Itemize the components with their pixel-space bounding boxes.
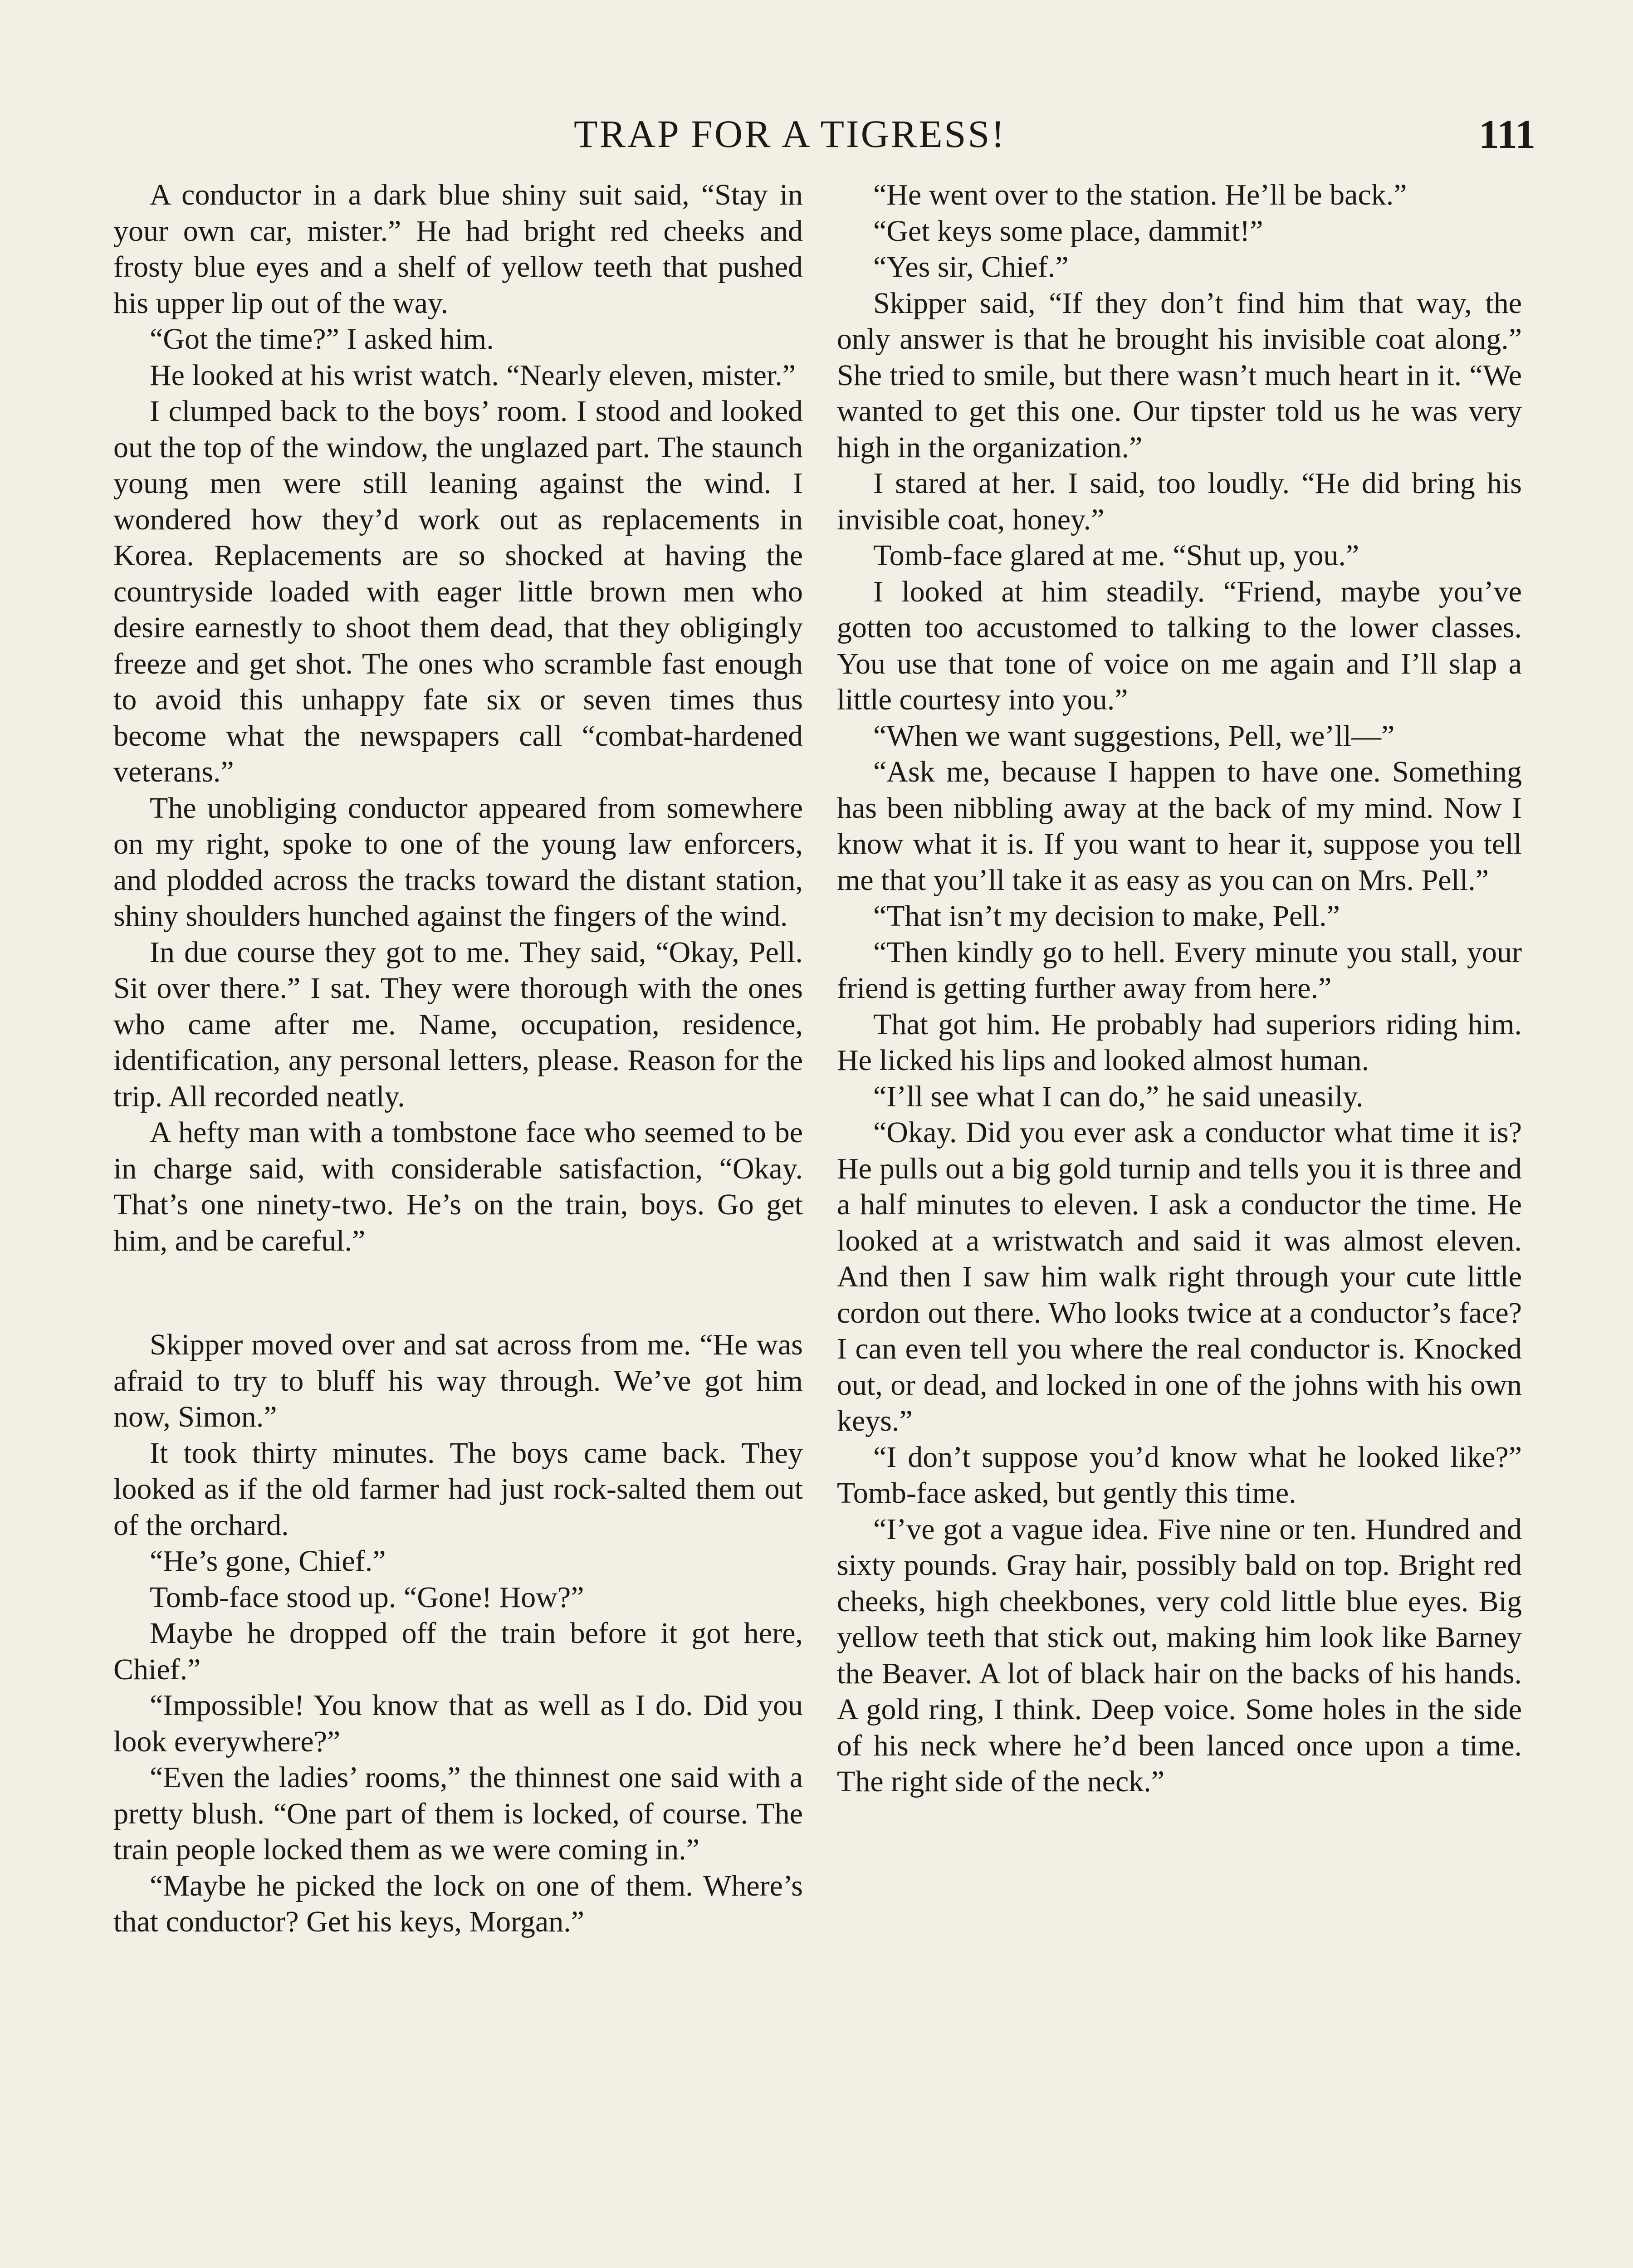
paragraph: I stared at her. I said, too loudly. “He did bring his invisible coat, honey.” <box>837 467 1522 536</box>
left-text-column <box>113 177 803 1940</box>
paragraph: “Okay. Did you ever ask a conductor what time it is? He pulls out a big gold turnip and tells you it is three and a half minutes to eleven. I ask a conductor the time. He looked at a wristwatch and said it was almost eleven. And then I saw him walk right through your cute little cordon out there. Who looks twice at a conductor’s face? I can even tell you where the real conductor is. Knocked out, or dead, and locked in one of the johns with his own keys.” <box>837 1116 1522 1437</box>
paragraph: “Maybe he picked the lock on one of them. Where’s that conductor? Get his keys, Morgan.” <box>113 1869 803 1938</box>
story-title: TRAP FOR A TIGRESS! <box>574 112 1006 156</box>
paragraph: “I’ve got a vague idea. Five nine or ten. Hundred and sixty pounds. Gray hair, possibly bald on top. Bright red cheeks, high cheekbones, very cold little blue eyes. Big yellow teeth that stick out, making him look like Barney the Beaver. A lot of black hair on the backs of his hands. A gold ring, I think. Deep voice. Some holes in the side of his neck where he’d been lanced once upon a time. The right side of the neck.” <box>837 1512 1522 1798</box>
paragraph: “He’s gone, Chief.” <box>150 1545 386 1578</box>
paragraph: “Get keys some place, dammit!” <box>873 214 1263 248</box>
paragraph: “I’ll see what I can do,” he said uneasily. <box>873 1080 1364 1113</box>
paragraph: “Then kindly go to hell. Every minute you stall, your friend is getting further away from here.” <box>837 935 1522 1005</box>
paragraph: “Got the time?” I asked him. <box>150 323 494 356</box>
paragraph: Skipper said, “If they don’t find him that way, the only answer is that he brought his invisible coat along.” She tried to smile, but there wasn’t much heart in it. “We wanted to get this one. Our tipster told us he was very high in the organization.” <box>837 286 1522 464</box>
paragraph: “That isn’t my decision to make, Pell.” <box>873 899 1340 933</box>
paragraph: I looked at him steadily. “Friend, maybe you’ve gotten too accustomed to talking to the lower classes. You use that tone of voice on me again and I’ll slap a little courtesy into you.” <box>837 575 1522 716</box>
paragraph: “Ask me, because I happen to have one. Something has been nibbling away at the back of my mind. Now I know what it is. If you want to hear it, suppose you tell me that you’ll take it as easy as you can on Mrs. Pell.” <box>837 755 1522 897</box>
page-number: 111 <box>1478 112 1535 157</box>
paragraph: It took thirty minutes. The boys came back. They looked as if the old farmer had just rock-salted them out of the orchard. <box>113 1436 803 1542</box>
paragraph: The unobliging conductor appeared from somewhere on my right, spoke to one of the young law enforcers, and plodded across the tracks toward the distant station, shiny shoulders hunched against the fingers of the wind. <box>113 791 803 933</box>
paragraph: He looked at his wrist watch. “Nearly eleven, mister.” <box>150 358 796 392</box>
paragraph: A hefty man with a tombstone face who seemed to be in charge said, with considerable satisfaction, “Okay. That’s one ninety-two. He’s on the train, boys. Go get him, and be careful.” <box>113 1116 803 1257</box>
paragraph: That got him. He probably had superiors riding him. He licked his lips and looked almost human. <box>837 1007 1522 1077</box>
paragraph: A conductor in a dark blue shiny suit said, “Stay in your own car, mister.” He had bright red cheeks and frosty blue eyes and a shelf of yellow teeth that pushed his upper lip out of the way. <box>113 178 803 320</box>
paragraph: “Even the ladies’ rooms,” the thinnest one said with a pretty blush. “One part of them is locked, of course. The train people locked them as we were coming in.” <box>113 1761 803 1866</box>
running-header <box>109 111 1535 161</box>
paragraph: “Impossible! You know that as well as I do. Did you look everywhere?” <box>113 1689 803 1758</box>
paragraph: Tomb-face stood up. “Gone! How?” <box>150 1580 584 1614</box>
paragraph: “I don’t suppose you’d know what he looked like?” Tomb-face asked, but gently this time. <box>837 1440 1522 1510</box>
paragraph: “He went over to the station. He’ll be back.” <box>873 178 1407 211</box>
paragraph: “Yes sir, Chief.” <box>873 250 1069 284</box>
paragraph: “When we want suggestions, Pell, we’ll—” <box>873 719 1395 753</box>
right-text-column <box>837 177 1522 1800</box>
paragraph: Maybe he dropped off the train before it got here, Chief.” <box>113 1617 803 1686</box>
paragraph: In due course they got to me. They said, “Okay, Pell. Sit over there.” I sat. They were thorough with the ones who came after me. Name, occupation, residence, identification, any personal letters, please. Reason for the trip. All recorded neatly. <box>113 935 803 1113</box>
paragraph: I clumped back to the boys’ room. I stood and looked out the top of the window, the unglazed part. The staunch young men were still leaning against the wind. I wondered how they’d work out as replacements in Korea. Replacements are so shocked at having the countryside loaded with eager little brown men who desire earnestly to shoot them dead, that they obligingly freeze and get shot. The ones who scramble fast enough to avoid this unhappy fate six or seven times thus become what the newspapers call “combat-hardened veterans.” <box>113 395 803 788</box>
paragraph: Skipper moved over and sat across from me. “He was afraid to try to bluff his way through. We’ve got him now, Simon.” <box>113 1328 803 1433</box>
paragraph: Tomb-face glared at me. “Shut up, you.” <box>873 539 1359 572</box>
